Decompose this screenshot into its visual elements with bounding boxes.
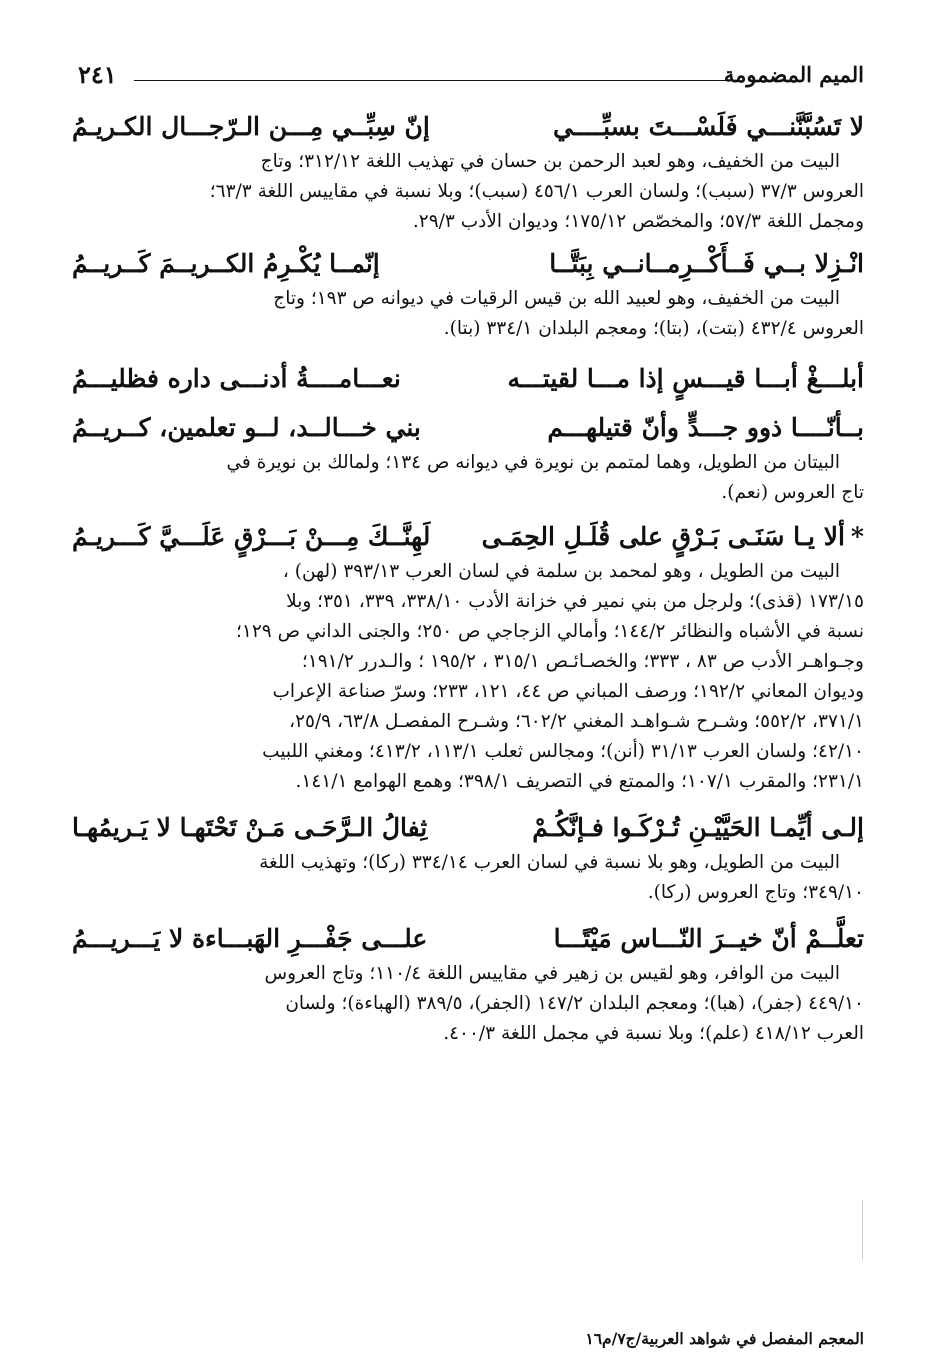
note-line: العروس ٣٧/٣ (سبب)؛ ولسان العرب ٤٥٦/١ (سبب)؛ وبلا نسبة في مقاييس اللغة ٦٣/٣؛: [209, 181, 864, 202]
entry: [72, 522, 864, 797]
scan-edge-mark: [862, 1200, 863, 1260]
note-line: العروس ٤٣٢/٤ (بتت)، (بتا)؛ ومعجم البلدان ٣٣٤/١ (بتا).: [443, 318, 864, 339]
page-footer: المعجم المفصل في شواهد العربية/ج٧/م١٦: [585, 1329, 864, 1348]
verse-note: [72, 557, 864, 797]
entry: [72, 364, 864, 508]
verse-note: [72, 848, 864, 908]
verse-first-hemistich: بــأنّــــا ذوو جـــدٍّ وأنّ قتيلهـــم: [547, 413, 864, 442]
star-marker: *: [850, 522, 864, 551]
header-rule: [134, 80, 726, 81]
verse-first-hemistich: [482, 522, 864, 551]
verse-line: [72, 522, 864, 551]
verse-line: [72, 813, 864, 842]
note-line: نسبة في الأشباه والنظائر ١٤٤/٢؛ وأمالي الزجاجي ص ٢٥٠؛ والجنى الداني ص ١٢٩؛: [236, 621, 864, 642]
verse-line: [72, 249, 864, 278]
note-line: ٢٣١/١؛ والمقرب ١٠٧/١؛ والممتع في التصريف ٣٩٨/١؛ وهمع الهوامع ١٤١/١.: [295, 771, 864, 792]
verse-first-hemistich: إلـى أيِّمـا الحَيَّيْـنِ تُـرْكَـوا فـإنَّكُـمْ: [532, 813, 864, 842]
note-line: البيت من الوافر، وهو لقيس بن زهير في مقاييس اللغة ١١٠/٤؛ وتاج العروس: [264, 963, 840, 984]
note-line: البيت من الطويل ، وهو لمحمد بن سلمة في لسان العرب ٣٩٣/١٣ (لهن) ،: [282, 561, 840, 582]
note-line: ٤٤٩/١٠ (جفر)، (هبا)؛ ومعجم البلدان ١٤٧/٢ (الجفر)، ٣٨٩/٥ (الهباءة)؛ ولسان: [285, 993, 864, 1014]
hemistich-text: ألا يـا سَنَـى بَـرْقٍ على قُلَـلِ الحِمَـى: [481, 522, 845, 551]
entry: [72, 924, 864, 1049]
entry: [72, 249, 864, 344]
verse-second-hemistich: لَهِنَّــكَ مِـــنْ بَـــرْقٍ عَلَـــيَّ كَـــريـمُ: [72, 522, 431, 551]
verse-note: [72, 959, 864, 1049]
section-title: الميم المضمومة: [723, 62, 864, 87]
page-number: ٢٤١: [78, 60, 117, 89]
verse-second-hemistich: إنّ سِبِّــي مِـــن الـرّجـــال الكـريـمُ: [72, 112, 430, 141]
verse-first-hemistich: أبلـــغْ أبـــا قيـــسٍ إذا مـــا لقيتـــه: [507, 364, 864, 393]
verse-note: [72, 147, 864, 237]
note-line: ومجمل اللغة ٥٧/٣؛ والمخصّص ١٧٥/١٢؛ وديوان الأدب ٢٩/٣.: [412, 211, 864, 232]
note-line: وجـواهـر الأدب ص ٨٣ ، ٣٣٣؛ والخصـائـص ٣١٥/١ ، ١٩٥/٢ ؛ والـدرر ١٩١/٢؛: [301, 651, 864, 672]
verse-second-hemistich: علـــى جَفْـــرِ الهَبـــاءة لا يَـــريـــمُ: [72, 924, 428, 953]
verse-note: [72, 284, 864, 344]
note-line: ٣٤٩/١٠؛ وتاج العروس (ركا).: [647, 882, 864, 903]
note-line: البيتان من الطويل، وهما لمتمم بن نويرة في ديوانه ص ١٣٤؛ ولمالك بن نويرة في: [226, 452, 840, 473]
page-header: [72, 58, 864, 100]
entry: [72, 813, 864, 908]
verse-line: [72, 364, 864, 393]
verse-first-hemistich: تعلَّــمْ أنّ خيــرَ النّـــاس مَيْتًـــا: [553, 924, 864, 953]
note-line: البيت من الخفيف، وهو لعبد الرحمن بن حسان في تهذيب اللغة ٣١٢/١٢؛ وتاج: [260, 151, 840, 172]
verse-second-hemistich: نعـــامــــةُ أدنـــى داره فظليـــمُ: [72, 364, 401, 393]
note-line: العرب ٤١٨/١٢ (علم)؛ وبلا نسبة في مجمل اللغة ٤٠٠/٣.: [443, 1023, 864, 1044]
note-line: ١٧٣/١٥ (قذى)؛ ولرجل من بني نمير في خزانة الأدب ٣٣٨/١٠، ٣٣٩، ٣٥١؛ وبلا: [286, 591, 864, 612]
verse-line: [72, 413, 864, 442]
note-line: ٤٢/١٠؛ ولسان العرب ٣١/١٣ (أنن)؛ ومجالس ثعلب ١١٣/١، ٤١٣/٢؛ ومغني اللبيب: [262, 741, 864, 762]
verse-first-hemistich: انْـزِلا بــي فَــأَكْــرِمــانــي بِبَتَّــا: [549, 249, 864, 278]
verse-first-hemistich: لا تَسُبَّنَّنـــي فَلَسْـــتَ بسبِّــــي: [552, 112, 864, 141]
verse-second-hemistich: إنّمــا يُكْـرِمُ الكــريــمَ كَــريــمُ: [72, 249, 380, 278]
note-line: البيت من الطويل، وهو بلا نسبة في لسان العرب ٣٣٤/١٤ (ركا)؛ وتهذيب اللغة: [259, 852, 840, 873]
verse-line: [72, 924, 864, 953]
verse-second-hemistich: بني خـــالــد، لــو تعلمين، كــريــمُ: [72, 413, 421, 442]
verse-line: [72, 112, 864, 141]
note-line: البيت من الخفيف، وهو لعبيد الله بن قيس الرقيات في ديوانه ص ١٩٣؛ وتاج: [273, 288, 840, 309]
book-page: [72, 58, 864, 1348]
entry: [72, 112, 864, 237]
note-line: ٣٧١/١، ٥٥٢/٢؛ وشـرح شـواهـد المغني ٦٠٢/٢؛ وشـرح المفصـل ٦٣/٨، ٢٥/٩،: [289, 711, 864, 732]
note-line: تاج العروس (نعم).: [721, 482, 864, 503]
verse-second-hemistich: ثِفالُ الـرَّحَـى مَـنْ تَحْتَهـا لا يَـريمُهـا: [72, 813, 428, 842]
verse-note: [72, 448, 864, 508]
note-line: وديوان المعاني ١٩٢/٢؛ ورصف المباني ص ٤٤، ١٢١، ٢٣٣؛ وسرّ صناعة الإعراب: [272, 681, 864, 702]
